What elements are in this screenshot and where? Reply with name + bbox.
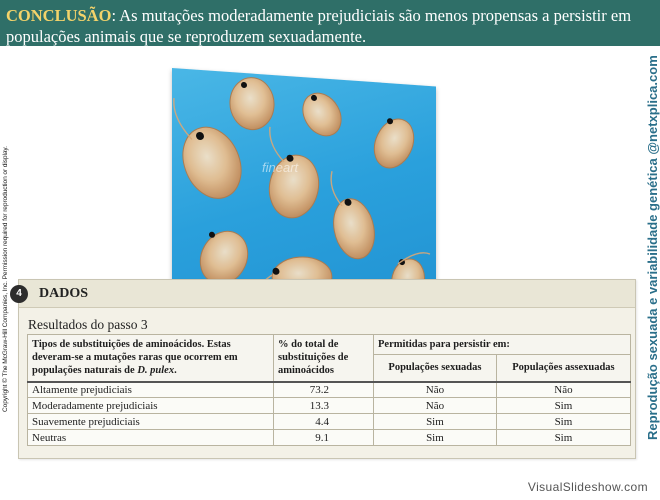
panel-header — [16, 280, 635, 308]
cell-sexual: Não — [374, 382, 497, 398]
cell-sexual: Sim — [374, 414, 497, 430]
panel-title: DADOS — [39, 286, 89, 301]
header-asexual-populations: Populações assexuadas — [496, 355, 630, 382]
copyright-notice: Copyright © The McGraw-Hill Companies, Inc. Permission required for reproduction or display. — [2, 146, 9, 412]
cell-percent: 4.4 — [274, 414, 374, 430]
table-row — [28, 430, 631, 446]
header-percent-total: % do total de substituições de aminoácidos — [274, 335, 374, 382]
cell-type: Moderadamente prejudiciais — [28, 398, 274, 414]
table-row — [28, 398, 631, 414]
cell-percent: 73.2 — [274, 382, 374, 398]
cell-type: Altamente prejudiciais — [28, 382, 274, 398]
cell-asexual: Não — [496, 382, 630, 398]
conclusion-lead: CONCLUSÃO — [6, 6, 112, 25]
table-row — [28, 414, 631, 430]
cell-sexual: Não — [374, 398, 497, 414]
data-panel — [18, 279, 636, 459]
cell-percent: 9.1 — [274, 430, 374, 446]
cell-type: Suavemente prejudiciais — [28, 414, 274, 430]
results-title: Resultados do passo 3 — [28, 317, 148, 332]
cell-asexual: Sim — [496, 414, 630, 430]
cell-type: Neutras — [28, 430, 274, 446]
header-substitution-type: Tipos de substituições de aminoácidos. Estas deveram-se a mutações raras que ocorrem em populações naturais de D. pulex. — [28, 335, 274, 382]
conclusion-text: : As mutações moderadamente prejudiciais são menos propensas a persistir em populações animais que se reproduzem sexuadamente. — [6, 6, 632, 46]
species-name: D. pulex — [137, 365, 175, 377]
vertical-title: Reprodução sexuada e variabilidade genética @netxplica.com — [645, 55, 660, 440]
cell-percent: 13.3 — [274, 398, 374, 414]
step-badge: 4 — [10, 285, 28, 303]
header-sexual-populations: Populações sexuadas — [374, 355, 497, 382]
header-allowed-to-persist: Permitidas para persistir em: — [374, 335, 631, 355]
cell-asexual: Sim — [496, 430, 630, 446]
conclusion-banner — [0, 0, 660, 46]
photo-watermark: fineart — [262, 160, 299, 175]
table-row — [28, 382, 631, 398]
cell-asexual: Sim — [496, 398, 630, 414]
results-table — [27, 334, 631, 446]
cell-sexual: Sim — [374, 430, 497, 446]
site-footer[interactable]: VisualSlideshow.com — [527, 480, 648, 494]
